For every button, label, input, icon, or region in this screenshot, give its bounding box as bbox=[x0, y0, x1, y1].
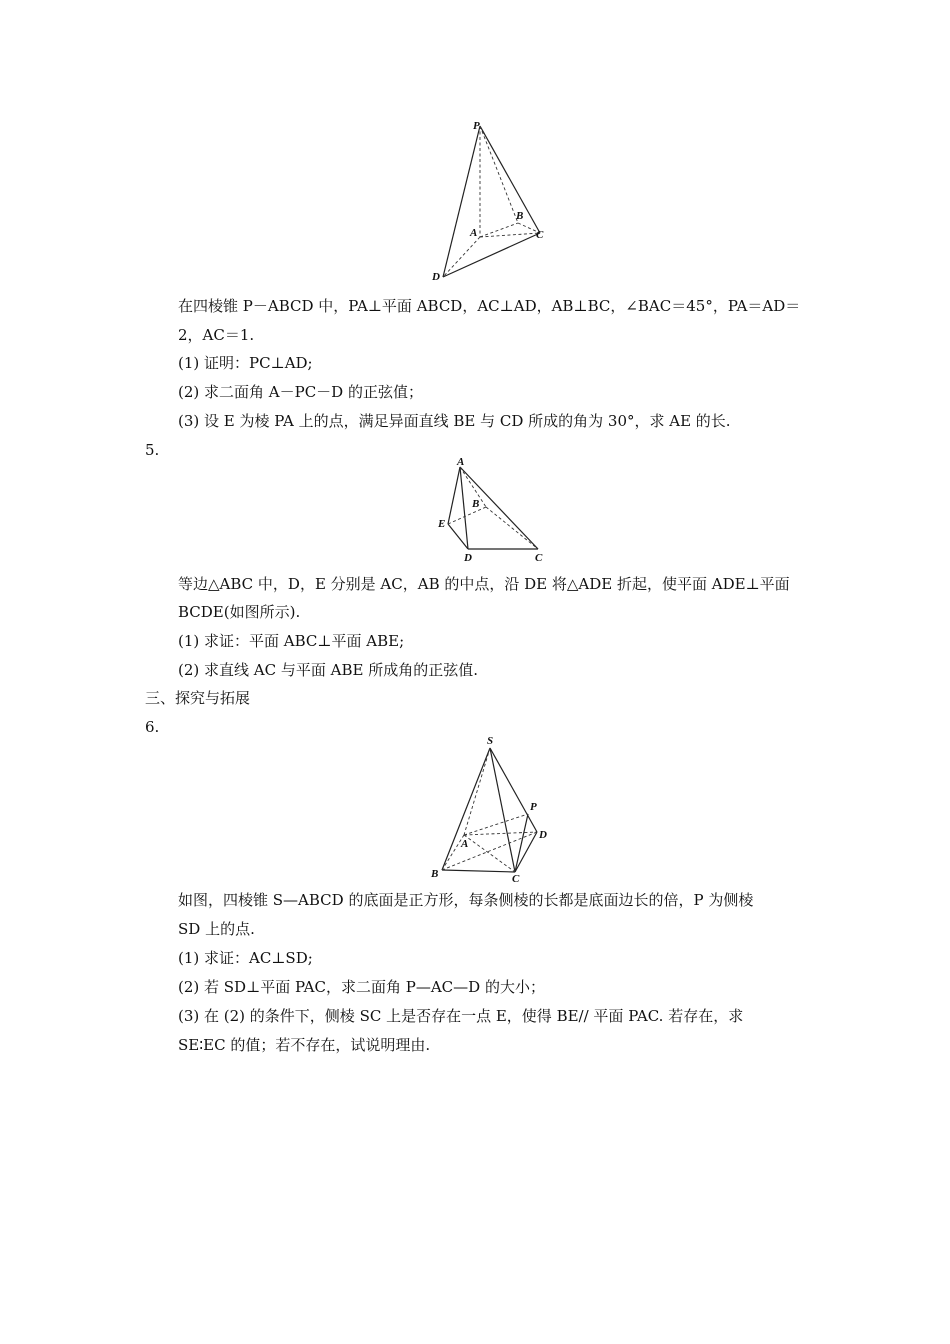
label-C: C bbox=[536, 229, 544, 241]
problem4-q1: (1) 证明：PC⊥AD; bbox=[178, 354, 313, 372]
section3-title: 三、探究与拓展 bbox=[145, 689, 251, 707]
problem4-q2: (2) 求二面角 A－PC－D 的正弦值； bbox=[178, 383, 423, 401]
figure-edges bbox=[443, 126, 540, 277]
problem6-stem-line1: 如图，四棱锥 S—ABCD 的底面是正方形，每条侧棱的长都是底面边长的倍，P 为侧棱 bbox=[178, 891, 754, 909]
label-P: P bbox=[473, 120, 480, 132]
label-D: D bbox=[432, 271, 440, 283]
problem6-number: 6. bbox=[145, 718, 160, 736]
problem6-q2: (2) 若 SD⊥平面 PAC，求二面角 P—AC—D 的大小； bbox=[178, 978, 545, 996]
problem5-number: 5. bbox=[145, 441, 160, 459]
problem5-stem-line2: BCDE(如图所示). bbox=[178, 603, 301, 621]
problem6-q3-line2: SE∶EC 的值；若不存在，试说明理由. bbox=[178, 1036, 431, 1054]
label-S: S bbox=[487, 735, 494, 747]
label-A: A bbox=[457, 456, 465, 468]
problem6-q3-line1: (3) 在 (2) 的条件下，侧棱 SC 上是否存在一点 E，使得 BE// 平面 PAC. 若存在，求 bbox=[178, 1007, 744, 1025]
problem6-stem-line2: SD 上的点. bbox=[178, 920, 255, 938]
label-D: D bbox=[464, 552, 472, 564]
problem5-stem-line1: 等边△ABC 中，D，E 分别是 AC，AB 的中点，沿 DE 将△ADE 折起，使平面 ADE⊥平面 bbox=[178, 575, 790, 593]
label-A: A bbox=[470, 227, 478, 239]
label-E: E bbox=[438, 518, 446, 530]
figure-folded-triangle bbox=[430, 452, 555, 567]
figure-edges bbox=[442, 748, 537, 872]
problem6-q1: (1) 求证：AC⊥SD; bbox=[178, 949, 313, 967]
label-B: B bbox=[431, 868, 439, 880]
problem4-stem-line2: 2，AC＝1. bbox=[178, 326, 255, 344]
label-C: C bbox=[535, 552, 543, 564]
label-B: B bbox=[516, 210, 524, 222]
problem5-q2: (2) 求直线 AC 与平面 ABE 所成角的正弦值. bbox=[178, 661, 478, 679]
problem4-stem-line1: 在四棱锥 P－ABCD 中，PA⊥平面 ABCD，AC⊥AD，AB⊥BC，∠BAC＝45°，PA＝AD＝ bbox=[178, 297, 801, 315]
label-A: A bbox=[461, 838, 469, 850]
figure-pyramid-p-abcd bbox=[420, 115, 560, 285]
figure-pyramid-s-abcd bbox=[420, 732, 565, 884]
problem4-q3: (3) 设 E 为棱 PA 上的点，满足异面直线 BE 与 CD 所成的角为 30°，求 AE 的长. bbox=[178, 412, 731, 430]
figure-edges bbox=[448, 467, 538, 549]
problem5-q1: (1) 求证：平面 ABC⊥平面 ABE; bbox=[178, 632, 405, 650]
label-P: P bbox=[530, 801, 537, 813]
label-C: C bbox=[512, 873, 520, 884]
label-B: B bbox=[472, 498, 480, 510]
label-D: D bbox=[539, 829, 547, 841]
